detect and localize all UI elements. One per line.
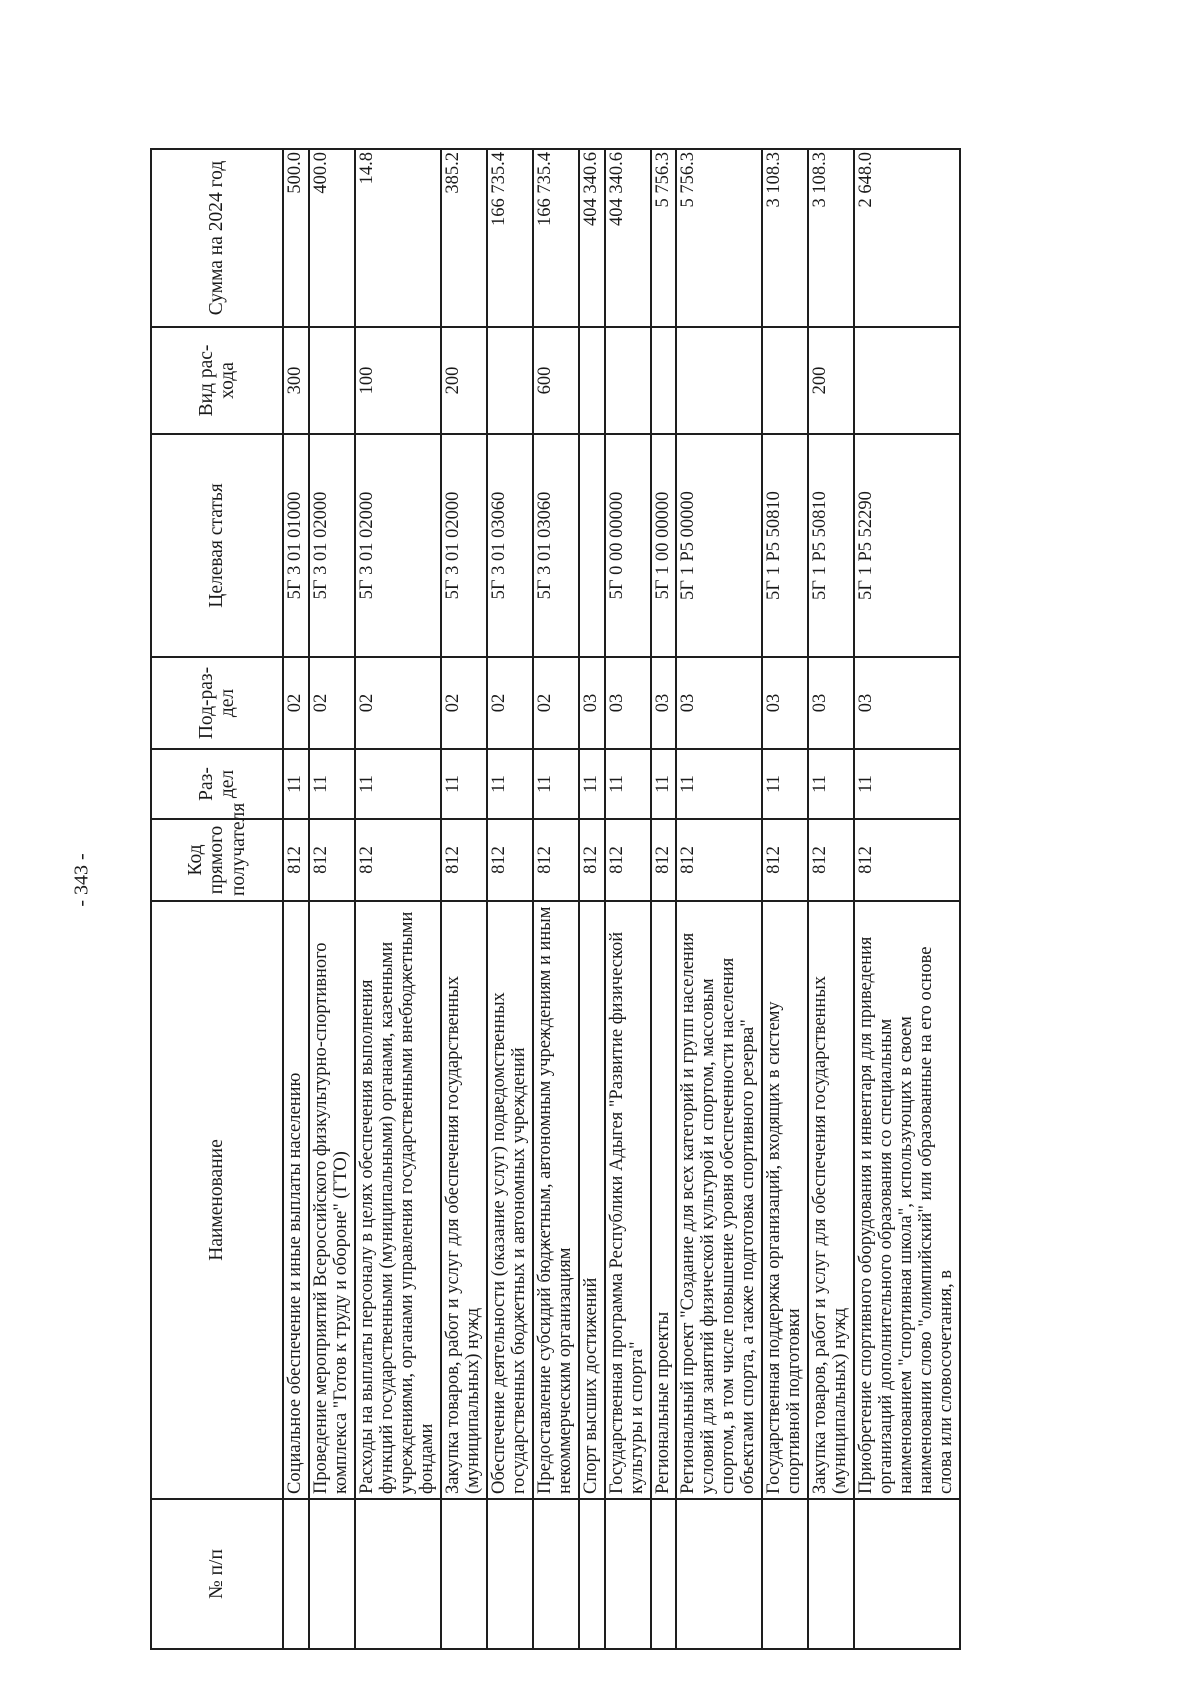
header-vid: Вид рас-хода <box>151 327 283 434</box>
cell-vid: 100 <box>355 327 441 434</box>
cell-podrazdel: 03 <box>579 657 605 749</box>
cell-name: Расходы на выплаты персоналу в целях обеспечения выполнения функций государственными (муниципальными) органами, казенными учреждениями, органами управления государственными внебюджетными фондами <box>355 901 441 1499</box>
cell-vid: 200 <box>441 327 487 434</box>
cell-vid <box>309 327 355 434</box>
cell-summa: 500.0 <box>283 149 309 327</box>
cell-kod: 812 <box>441 819 487 901</box>
table-row <box>533 149 579 1649</box>
cell-no <box>762 1499 808 1649</box>
cell-name: Приобретение спортивного оборудования и инвентаря для приведения организаций дополнительного образования со специальным наименованием "спортивная школа", использующих в своем наименовании слово "олимпийский" или образованные на его основе слова или словосочетания, в <box>854 901 960 1499</box>
budget-table <box>150 148 961 1650</box>
cell-no <box>579 1499 605 1649</box>
cell-vid <box>676 327 762 434</box>
table-row <box>283 149 309 1649</box>
table-row <box>355 149 441 1649</box>
cell-vid: 600 <box>533 327 579 434</box>
cell-no <box>676 1499 762 1649</box>
table-row <box>808 149 854 1649</box>
header-celevaya: Целевая статья <box>151 434 283 657</box>
cell-podrazdel: 02 <box>441 657 487 749</box>
cell-razdel: 11 <box>676 749 762 819</box>
cell-summa: 14.8 <box>355 149 441 327</box>
cell-vid: 300 <box>283 327 309 434</box>
cell-name: Спорт высших достижений <box>579 901 605 1499</box>
cell-name: Закупка товаров, работ и услуг для обеспечения государственных (муниципальных) нужд <box>441 901 487 1499</box>
table-row <box>651 149 677 1649</box>
cell-vid <box>651 327 677 434</box>
cell-razdel: 11 <box>808 749 854 819</box>
cell-razdel: 11 <box>762 749 808 819</box>
budget-table-rotated <box>150 150 1060 1650</box>
table-row <box>441 149 487 1649</box>
cell-podrazdel: 03 <box>854 657 960 749</box>
cell-summa: 3 108.3 <box>762 149 808 327</box>
cell-no <box>355 1499 441 1649</box>
cell-razdel: 11 <box>651 749 677 819</box>
cell-no <box>533 1499 579 1649</box>
table-row <box>854 149 960 1649</box>
cell-razdel: 11 <box>355 749 441 819</box>
cell-razdel: 11 <box>854 749 960 819</box>
header-summa: Сумма на 2024 год <box>151 149 283 327</box>
cell-name: Региональные проекты <box>651 901 677 1499</box>
cell-no <box>283 1499 309 1649</box>
cell-razdel: 11 <box>579 749 605 819</box>
cell-summa: 2 648.0 <box>854 149 960 327</box>
cell-name: Государственная поддержка организаций, входящих в систему спортивной подготовки <box>762 901 808 1499</box>
cell-summa: 404 340.6 <box>605 149 651 327</box>
table-row <box>605 149 651 1649</box>
cell-razdel: 11 <box>533 749 579 819</box>
cell-kod: 812 <box>533 819 579 901</box>
cell-podrazdel: 03 <box>605 657 651 749</box>
cell-kod: 812 <box>651 819 677 901</box>
cell-summa: 166 735.4 <box>533 149 579 327</box>
cell-summa: 385.2 <box>441 149 487 327</box>
header-name: Наименование <box>151 901 283 1499</box>
cell-name: Предоставление субсидий бюджетным, автономным учреждениям и иным некоммерческим организациям <box>533 901 579 1499</box>
table-header-row <box>151 149 283 1649</box>
header-kod: Код прямого получателя <box>151 819 283 901</box>
cell-celevaya: 5Г 3 01 02000 <box>309 434 355 657</box>
cell-summa: 3 108.3 <box>808 149 854 327</box>
cell-celevaya <box>579 434 605 657</box>
cell-vid: 200 <box>808 327 854 434</box>
cell-kod: 812 <box>579 819 605 901</box>
cell-kod: 812 <box>762 819 808 901</box>
cell-no <box>309 1499 355 1649</box>
cell-no <box>441 1499 487 1649</box>
cell-summa: 404 340.6 <box>579 149 605 327</box>
table-row <box>309 149 355 1649</box>
cell-no <box>487 1499 533 1649</box>
cell-celevaya: 5Г 3 01 03060 <box>487 434 533 657</box>
cell-celevaya: 5Г 1 Р5 52290 <box>854 434 960 657</box>
cell-celevaya: 5Г 3 01 03060 <box>533 434 579 657</box>
cell-vid <box>605 327 651 434</box>
cell-name: Проведение мероприятий Всероссийского физкультурно-спортивного комплекса "Готов к труду и обороне" (ГТО) <box>309 901 355 1499</box>
cell-celevaya: 5Г 1 Р5 50810 <box>762 434 808 657</box>
cell-celevaya: 5Г 1 Р5 50810 <box>808 434 854 657</box>
cell-no <box>651 1499 677 1649</box>
cell-razdel: 11 <box>309 749 355 819</box>
cell-celevaya: 5Г 1 Р5 00000 <box>676 434 762 657</box>
cell-no <box>808 1499 854 1649</box>
cell-podrazdel: 02 <box>533 657 579 749</box>
header-razdel: Раз-дел <box>151 749 283 819</box>
cell-no <box>605 1499 651 1649</box>
cell-kod: 812 <box>676 819 762 901</box>
table-row <box>676 149 762 1649</box>
header-no: № п/п <box>151 1499 283 1649</box>
cell-kod: 812 <box>605 819 651 901</box>
cell-kod: 812 <box>808 819 854 901</box>
cell-podrazdel: 02 <box>487 657 533 749</box>
cell-kod: 812 <box>854 819 960 901</box>
cell-name: Региональный проект "Создание для всех категорий и групп населения условий для занятий физической культурой и спортом, массовым спортом, в том числе повышение уровня обеспеченности населения объектами спорта, а также подготовка спортивного резерва" <box>676 901 762 1499</box>
cell-podrazdel: 03 <box>762 657 808 749</box>
cell-no <box>854 1499 960 1649</box>
cell-summa: 5 756.3 <box>651 149 677 327</box>
table-body <box>283 149 960 1649</box>
cell-celevaya: 5Г 3 01 02000 <box>441 434 487 657</box>
cell-kod: 812 <box>283 819 309 901</box>
cell-podrazdel: 03 <box>676 657 762 749</box>
header-podrazdel: Под-раз-дел <box>151 657 283 749</box>
cell-podrazdel: 02 <box>283 657 309 749</box>
cell-celevaya: 5Г 1 00 00000 <box>651 434 677 657</box>
cell-podrazdel: 03 <box>651 657 677 749</box>
cell-kod: 812 <box>487 819 533 901</box>
cell-celevaya: 5Г 3 01 01000 <box>283 434 309 657</box>
table-row <box>487 149 533 1649</box>
cell-vid <box>854 327 960 434</box>
cell-podrazdel: 02 <box>355 657 441 749</box>
cell-name: Социальное обеспечение и иные выплаты населению <box>283 901 309 1499</box>
cell-name: Закупка товаров, работ и услуг для обеспечения государственных (муниципальных) нужд <box>808 901 854 1499</box>
cell-summa: 5 756.3 <box>676 149 762 327</box>
cell-name: Государственная программа Республики Адыгея "Развитие физической культуры и спорта" <box>605 901 651 1499</box>
cell-vid <box>579 327 605 434</box>
cell-vid <box>487 327 533 434</box>
cell-podrazdel: 02 <box>309 657 355 749</box>
cell-vid <box>762 327 808 434</box>
cell-razdel: 11 <box>487 749 533 819</box>
table-row <box>579 149 605 1649</box>
cell-celevaya: 5Г 0 00 00000 <box>605 434 651 657</box>
page-number: - 343 - <box>70 853 93 907</box>
cell-summa: 400.0 <box>309 149 355 327</box>
cell-razdel: 11 <box>605 749 651 819</box>
cell-razdel: 11 <box>441 749 487 819</box>
cell-kod: 812 <box>309 819 355 901</box>
table-row <box>762 149 808 1649</box>
cell-summa: 166 735.4 <box>487 149 533 327</box>
cell-razdel: 11 <box>283 749 309 819</box>
cell-kod: 812 <box>355 819 441 901</box>
cell-celevaya: 5Г 3 01 02000 <box>355 434 441 657</box>
cell-podrazdel: 03 <box>808 657 854 749</box>
cell-name: Обеспечение деятельности (оказание услуг) подведомственных государственных бюджетных и автономных учреждений <box>487 901 533 1499</box>
